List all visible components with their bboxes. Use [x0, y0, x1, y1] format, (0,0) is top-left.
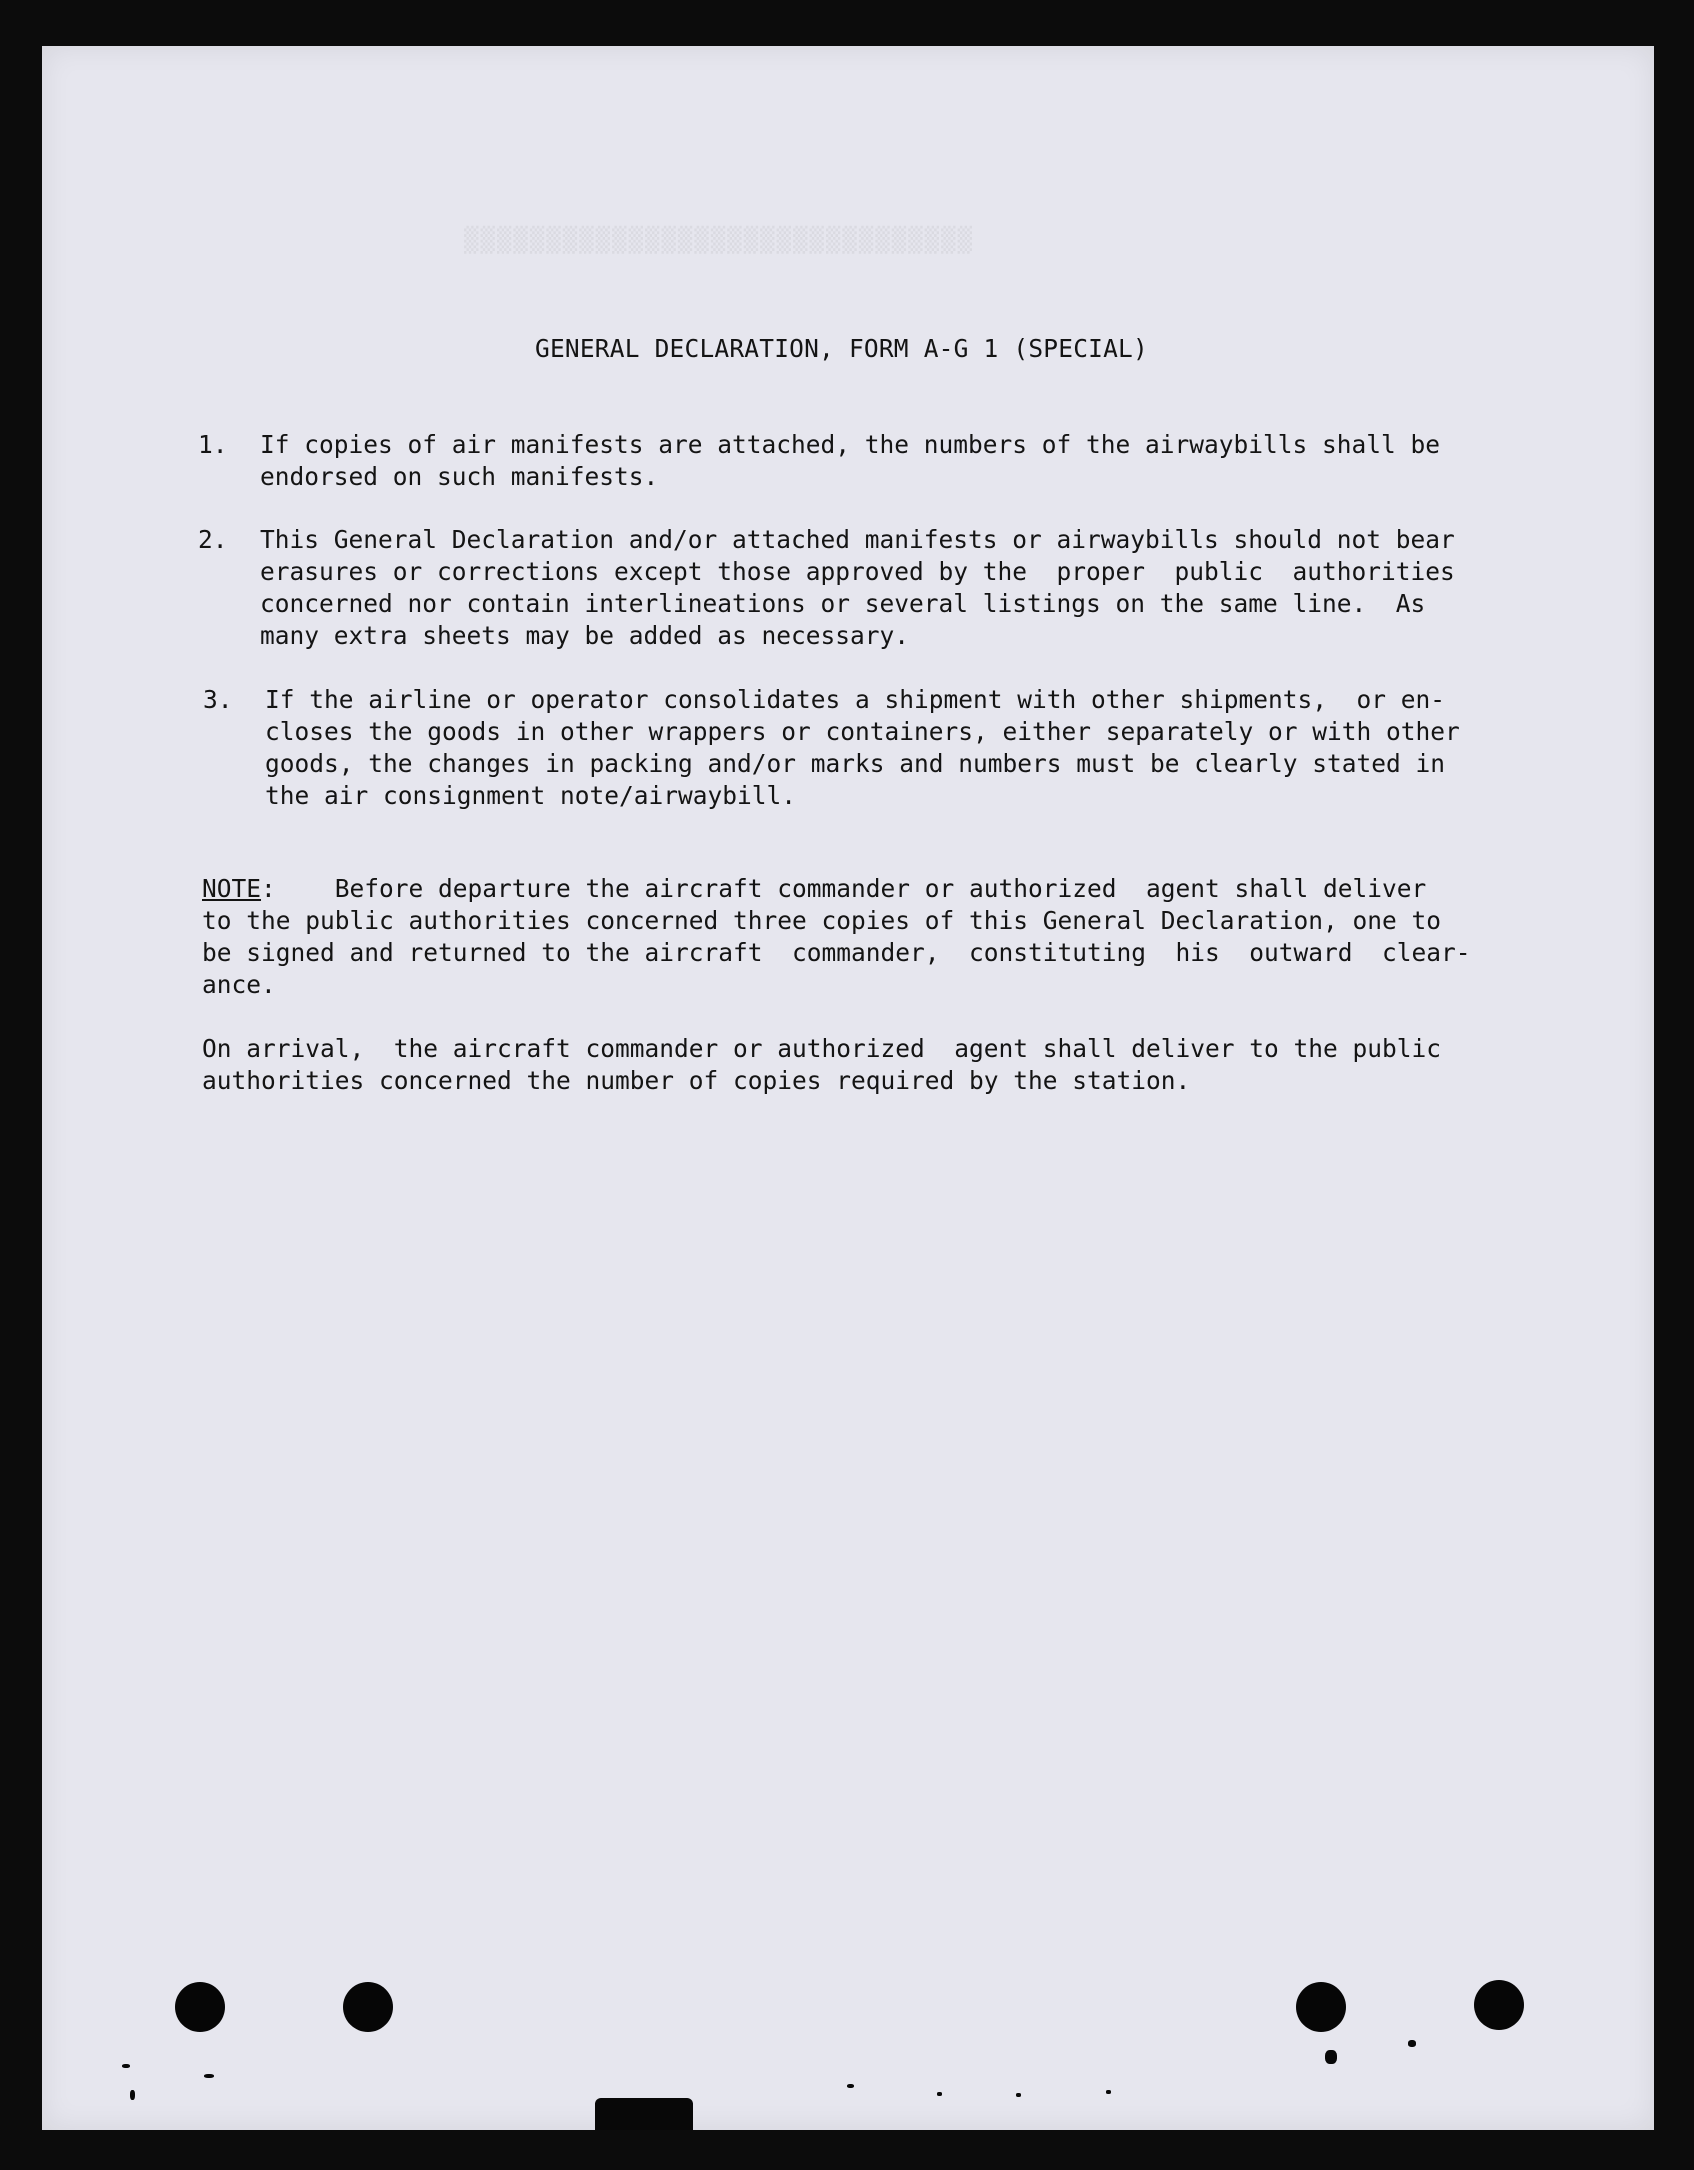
item-line: closes the goods in other wrappers or containers, either separately or with other: [265, 717, 1460, 746]
punch-hole: [343, 1982, 393, 2032]
scan-speck: [122, 2064, 130, 2068]
scan-speck: [1325, 2050, 1337, 2064]
item-line: This General Declaration and/or attached manifests or airwaybills should not bear: [260, 525, 1455, 554]
item-line: erasures or corrections except those approved by the proper public authorities: [260, 557, 1455, 586]
note-line: to the public authorities concerned three copies of this General Declaration, one to: [202, 906, 1442, 935]
punch-hole: [1474, 1980, 1524, 2030]
scan-speck: [1016, 2093, 1021, 2097]
item-line: the air consignment note/airwaybill.: [265, 781, 797, 810]
bleed-through-text: ▒▒▒▒▒▒▒▒▒▒▒▒▒▒▒▒▒▒▒▒▒▒▒▒▒▒▒▒▒▒▒: [462, 226, 972, 254]
scan-speck: [847, 2084, 854, 2088]
item-number: 2.: [198, 525, 228, 554]
note-line: be signed and returned to the aircraft commander, constituting his outward clear-: [202, 938, 1471, 967]
note-line: ance.: [202, 970, 276, 999]
arrival-line: authorities concerned the number of copies required by the station.: [202, 1066, 1191, 1095]
punch-hole: [175, 1982, 225, 2032]
note-line: : Before departure the aircraft commander or authorized agent shall deliver: [261, 874, 1427, 903]
arrival-line: On arrival, the aircraft commander or authorized agent shall deliver to the public: [202, 1034, 1442, 1063]
document-title: GENERAL DECLARATION, FORM A-G 1 (SPECIAL): [535, 334, 1148, 363]
scan-speck: [130, 2090, 135, 2100]
item-line: concerned nor contain interlineations or several listings on the same line. As: [260, 589, 1426, 618]
scan-speck: [937, 2092, 942, 2096]
scan-speck: [595, 2098, 693, 2130]
punch-hole: [1296, 1982, 1346, 2032]
item-line: If the airline or operator consolidates a shipment with other shipments, or en-: [265, 685, 1446, 714]
scan-speck: [1408, 2040, 1416, 2047]
item-line: many extra sheets may be added as necessary.: [260, 621, 910, 650]
note-first-line: [202, 873, 1426, 905]
scan-speck: [1106, 2090, 1111, 2094]
scan-speck: [204, 2074, 214, 2078]
item-line: endorsed on such manifests.: [260, 462, 659, 491]
item-number: 1.: [198, 430, 228, 459]
note-label: NOTE: [202, 874, 262, 903]
item-line: If copies of air manifests are attached, the numbers of the airwaybills shall be: [260, 430, 1441, 459]
item-line: goods, the changes in packing and/or marks and numbers must be clearly stated in: [265, 749, 1446, 778]
item-number: 3.: [203, 685, 233, 714]
